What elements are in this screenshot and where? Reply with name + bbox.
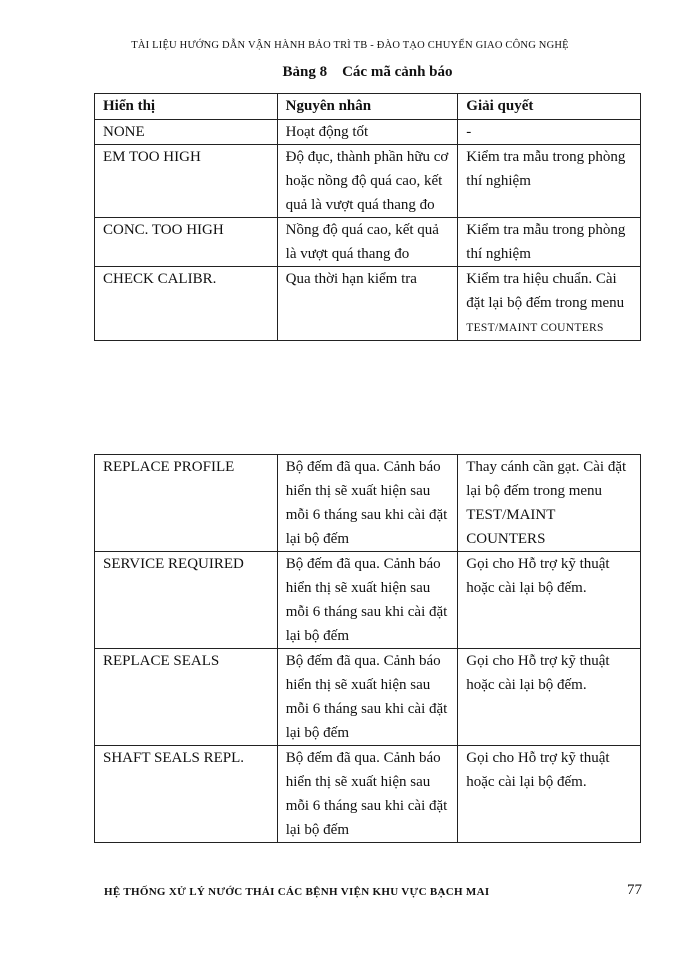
display-cell: CONC. TOO HIGH: [95, 218, 278, 267]
table-row: [95, 145, 641, 218]
display-cell: EM TOO HIGH: [95, 145, 278, 218]
table-title: Bảng 8 Các mã cảnh báo: [282, 64, 453, 80]
table-row: [95, 552, 641, 649]
warning-codes-table: [94, 93, 641, 341]
solution-cell: [458, 267, 641, 341]
cause-cell: Bộ đếm đã qua. Cảnh báo hiển thị sẽ xuất hiện sau mỗi 6 tháng sau khi cài đặt lại bộ đếm: [277, 552, 458, 649]
table-row: [95, 218, 641, 267]
table-header-row: [95, 94, 641, 120]
table-row: [95, 746, 641, 843]
column-header-display: Hiển thị: [95, 94, 278, 120]
solution-cell: Gọi cho Hỗ trợ kỹ thuật hoặc cài lại bộ đếm.: [458, 649, 641, 746]
cause-cell: Bộ đếm đã qua. Cảnh báo hiển thị sẽ xuất hiện sau mỗi 6 tháng sau khi cài đặt lại bộ đếm: [277, 649, 458, 746]
table-row: [95, 120, 641, 145]
display-cell: NONE: [95, 120, 278, 145]
column-header-cause: Nguyên nhân: [277, 94, 458, 120]
cause-cell: Bộ đếm đã qua. Cảnh báo hiển thị sẽ xuất hiện sau mỗi 6 tháng sau khi cài đặt lại bộ đếm: [277, 746, 458, 843]
display-cell: CHECK CALIBR.: [95, 267, 278, 341]
solution-cell: Kiểm tra mẫu trong phòng thí nghiệm: [458, 218, 641, 267]
table-row: [95, 267, 641, 341]
cause-cell: Bộ đếm đã qua. Cảnh báo hiển thị sẽ xuất hiện sau mỗi 6 tháng sau khi cài đặt lại bộ đếm: [277, 455, 458, 552]
display-cell: REPLACE SEALS: [95, 649, 278, 746]
warning-codes-table-continued: [94, 454, 641, 843]
cause-cell: Độ đục, thành phần hữu cơ hoặc nồng độ quá cao, kết quả là vượt quá thang đo: [277, 145, 458, 218]
cause-cell: Qua thời hạn kiểm tra: [277, 267, 458, 341]
display-cell: SHAFT SEALS REPL.: [95, 746, 278, 843]
solution-cell: Gọi cho Hỗ trợ kỹ thuật hoặc cài lại bộ đếm.: [458, 552, 641, 649]
solution-text: Kiểm tra hiệu chuẩn. Cài đặt lại bộ đếm trong menu: [466, 271, 625, 311]
solution-cell: Kiểm tra mẫu trong phòng thí nghiệm: [458, 145, 641, 218]
page-header: TÀI LIỆU HƯỚNG DẪN VẬN HÀNH BẢO TRÌ TB - ĐÀO TẠO CHUYỂN GIAO CÔNG NGHỆ: [131, 40, 569, 51]
page-number: 77: [627, 882, 642, 898]
table-row: [95, 649, 641, 746]
display-cell: SERVICE REQUIRED: [95, 552, 278, 649]
solution-cell: -: [458, 120, 641, 145]
column-header-solution: Giải quyết: [458, 94, 641, 120]
cause-cell: Nồng độ quá cao, kết quả là vượt quá thang đo: [277, 218, 458, 267]
cause-cell: Hoạt động tốt: [277, 120, 458, 145]
menu-path-note: TEST/MAINT COUNTERS: [466, 322, 604, 334]
solution-cell: Thay cánh cần gạt. Cài đặt lại bộ đếm trong menu TEST/MAINT COUNTERS: [458, 455, 641, 552]
solution-cell: Gọi cho Hỗ trợ kỹ thuật hoặc cài lại bộ đếm.: [458, 746, 641, 843]
page-footer: HỆ THỐNG XỬ LÝ NƯỚC THẢI CÁC BỆNH VIỆN KHU VỰC BẠCH MAI: [104, 886, 490, 898]
table-row: [95, 455, 641, 552]
display-cell: REPLACE PROFILE: [95, 455, 278, 552]
